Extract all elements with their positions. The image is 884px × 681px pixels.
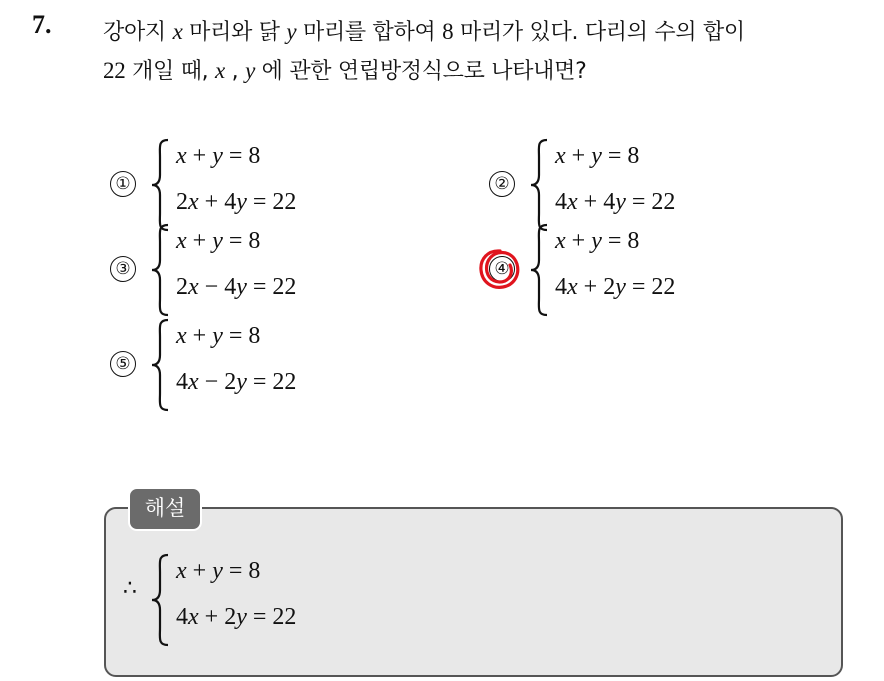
choice-marker-2: ② <box>489 171 515 197</box>
text-run: 개일 때, <box>125 59 216 84</box>
equation-2: 4x − 2y = 22 <box>176 369 297 395</box>
text-run: 마리를 합하여 <box>296 20 443 45</box>
equation-2: 4x + 4y = 22 <box>555 189 676 215</box>
question-number: 7. <box>32 10 52 39</box>
solution-equation-system <box>148 552 348 648</box>
equation-system <box>148 317 348 413</box>
therefore-symbol: ∴ <box>123 576 137 601</box>
solution-label: 해설 <box>128 487 202 531</box>
variable-y: y <box>286 19 297 44</box>
variable-y: y <box>245 58 255 83</box>
equation-1: x + y = 8 <box>555 228 640 254</box>
left-brace-icon <box>148 552 172 648</box>
question-line-2 <box>103 52 873 91</box>
equation-system <box>527 137 727 233</box>
variable-x: x <box>172 19 183 44</box>
number: 22 <box>103 58 126 83</box>
equation-2: 2x + 4y = 22 <box>176 189 297 215</box>
text-run: 에 관한 연립방정식으로 나타내면? <box>254 59 587 84</box>
equation-system <box>148 137 348 233</box>
text-run: 마리가 있다. 다리의 수의 합이 <box>453 20 745 45</box>
equation-1: x + y = 8 <box>176 143 261 169</box>
answer-circle-mark-icon <box>476 246 524 294</box>
text-run: 강아지 <box>103 20 173 45</box>
left-brace-icon <box>527 137 551 233</box>
equation-1: x + y = 8 <box>176 228 261 254</box>
question-line-1 <box>103 13 873 52</box>
equation-2: 4x + 2y = 22 <box>555 274 676 300</box>
choice-marker-3: ③ <box>110 256 136 282</box>
equation-2: 2x − 4y = 22 <box>176 274 297 300</box>
left-brace-icon <box>148 222 172 318</box>
equation-system <box>527 222 727 318</box>
left-brace-icon <box>148 317 172 413</box>
left-brace-icon <box>148 137 172 233</box>
equation-1: x + y = 8 <box>555 143 640 169</box>
text-run: 마리와 닭 <box>182 20 287 45</box>
variable-x: x <box>215 58 225 83</box>
equation-system <box>148 222 348 318</box>
choice-marker-1: ① <box>110 171 136 197</box>
equation-2: 4x + 2y = 22 <box>176 604 297 630</box>
text-run: , <box>224 59 246 84</box>
choice-marker-4: ④ <box>489 256 515 282</box>
choice-marker-5: ⑤ <box>110 351 136 377</box>
question-text <box>103 13 873 91</box>
equation-1: x + y = 8 <box>176 558 261 584</box>
left-brace-icon <box>527 222 551 318</box>
number: 8 <box>442 19 454 44</box>
equation-1: x + y = 8 <box>176 323 261 349</box>
